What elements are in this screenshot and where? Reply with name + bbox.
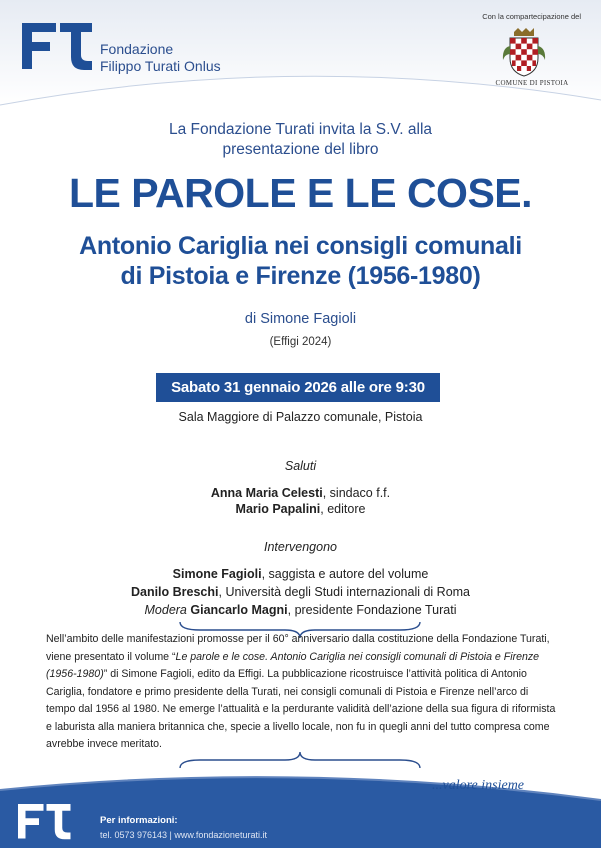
info-label: Per informazioni: [100, 815, 178, 826]
book-subtitle [0, 231, 601, 291]
org-name-line1: Fondazione [100, 41, 174, 57]
comune-label: COMUNE DI PISTOIA [495, 79, 569, 87]
person-role: , editore [320, 502, 366, 516]
speaker-1 [0, 565, 601, 583]
description-part1: Nell’ambito delle manifestazioni promosse per il 60° anniversario dalla costituzione della Fondazione Turati, viene presentato il volume “ [46, 633, 550, 663]
book-subtitle-line1: Antonio Cariglia nei consigli comunali [79, 232, 522, 260]
book-author: di Simone Fagioli [244, 311, 357, 327]
description-book-title: Le parole e le cose. Antonio Cariglia nei consigli comunali di Pistoia e Firenze (1956-1980) [46, 650, 540, 680]
footer-logo-icon [0, 792, 80, 848]
footer-info [100, 815, 178, 826]
saluti-heading: Saluti [284, 459, 317, 473]
person-name: Anna Maria Celesti [210, 486, 323, 500]
moderator-prefix: Modera [144, 603, 187, 617]
person-role: , sindaco f.f. [322, 486, 391, 500]
book-publisher: (Effigi 2024) [269, 336, 332, 348]
invite-line1: La Fondazione Turati invita la S.V. alla [168, 121, 433, 138]
footer-contact: tel. 0573 976143 | www.fondazioneturati.it [100, 830, 267, 840]
event-date-banner: Sabato 31 gennaio 2026 alle ore 9:30 [156, 373, 440, 402]
person-name: Simone Fagioli [172, 567, 262, 581]
person-name: Danilo Breschi [130, 585, 219, 599]
person-role: , presidente Fondazione Turati [287, 603, 457, 617]
person-name: Mario Papalini [235, 502, 321, 516]
book-title: LE PAROLE E LE COSE. [68, 170, 533, 216]
speaker-2 [0, 583, 601, 601]
person-name: Giancarlo Magni [190, 603, 288, 617]
person-role: , saggista e autore del volume [261, 567, 429, 581]
comune-crest-icon [500, 26, 548, 78]
slogan: ...valore insieme [432, 778, 525, 793]
fondazione-logo-icon [22, 23, 92, 71]
book-subtitle-line2: di Pistoia e Firenze (1956-1980) [120, 262, 481, 290]
partner-label: Con la compartecipazione del [482, 12, 581, 21]
invite-text [0, 120, 601, 160]
moderator [0, 601, 601, 619]
org-name-line2: Filippo Turati Onlus [100, 58, 221, 74]
description-paragraph [46, 631, 556, 754]
invite-line2: presentazione del libro [222, 141, 379, 158]
description-part2: ” di Simone Fagioli, edito da Effigi. La pubblicazione ricostruisce l’attività politica di Antonio Cariglia, fondatore e primo presidente della Turati, nei consigli comunali di Pistoia e Firenze nell’arco di tempo dal 1956 al 1980. Ne emerge l’attualità e la perdurante validità dell’azione della sua figura di riformista e laburista alla maniera britannica che, specie a livello locale, non fu in quegli anni del tutto compresa come avrebbe invece meritato. [46, 668, 556, 750]
intervengono-heading: Intervengono [264, 540, 337, 554]
event-venue: Sala Maggiore di Palazzo comunale, Pistoia [178, 410, 423, 424]
saluti-person-2 [0, 500, 601, 518]
person-role: , Università degli Studi internazionali di Roma [218, 585, 471, 599]
